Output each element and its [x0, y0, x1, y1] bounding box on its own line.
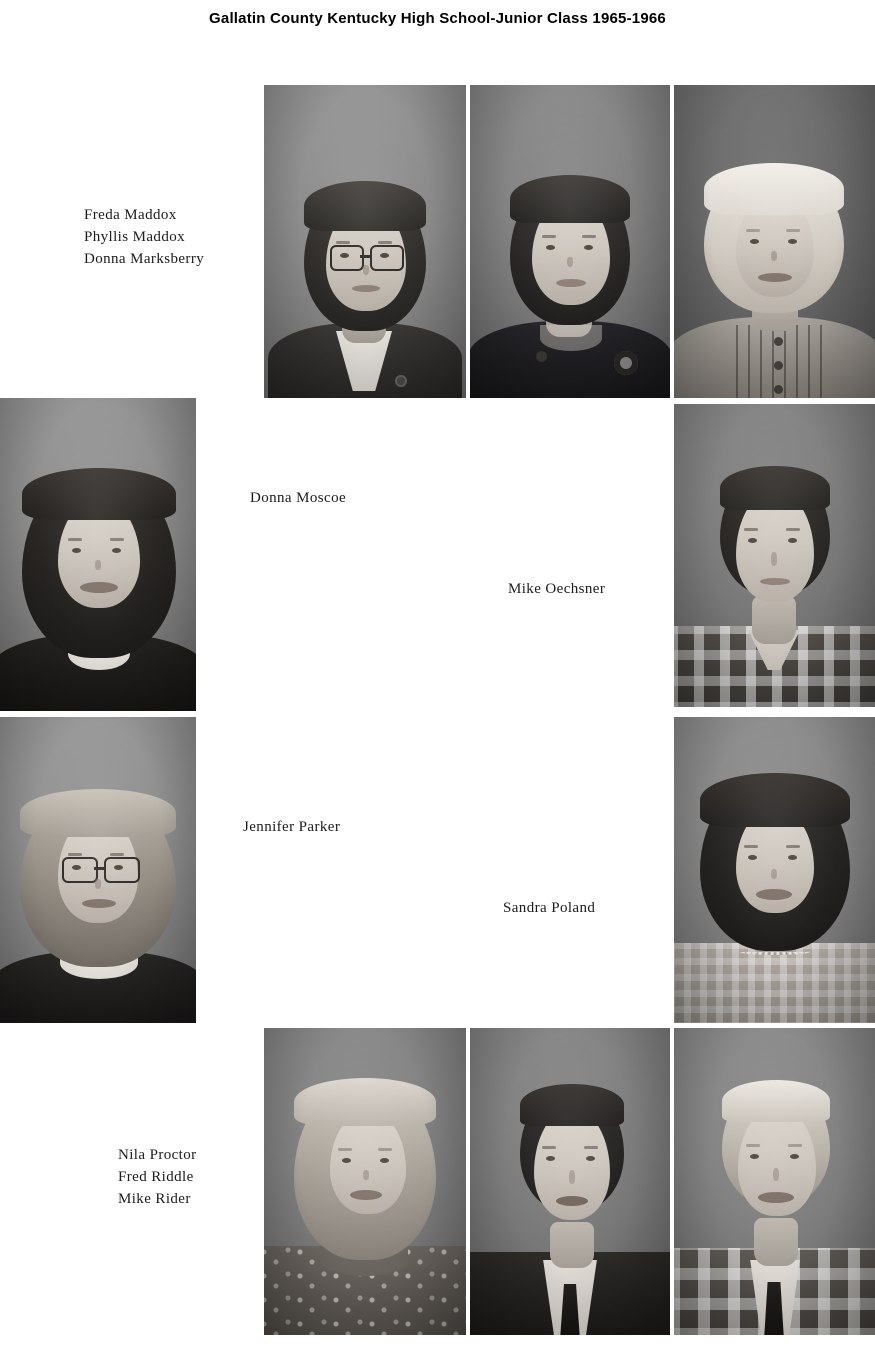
photo-nila-proctor — [264, 1028, 466, 1335]
photo-donna-marksberry — [674, 85, 875, 398]
caption-jennifer-parker — [243, 816, 340, 838]
caption-line: Phyllis Maddox — [84, 229, 186, 245]
caption-line: Fred Riddle — [118, 1169, 194, 1185]
photo-donna-moscoe — [0, 398, 196, 711]
photo-freda-maddox — [264, 85, 466, 398]
photo-mike-oechsner — [674, 404, 875, 707]
caption-row-last — [118, 1144, 197, 1210]
photo-fred-riddle — [470, 1028, 670, 1335]
caption-line: Mike Rider — [118, 1191, 191, 1207]
caption-line: Jennifer Parker — [243, 819, 341, 835]
caption-line: Mike Oechsner — [508, 581, 606, 597]
caption-sandra-poland — [503, 897, 595, 919]
caption-line: Freda Maddox — [84, 207, 177, 223]
caption-line: Nila Proctor — [118, 1147, 197, 1163]
photo-mike-rider — [674, 1028, 875, 1335]
photo-jennifer-parker — [0, 717, 196, 1023]
page-title: Gallatin County Kentucky High School-Junior Class 1965-1966 — [209, 10, 666, 27]
caption-row-1 — [84, 204, 204, 270]
caption-mike-oechsner — [508, 578, 605, 600]
caption-line: Donna Moscoe — [250, 490, 347, 506]
caption-line: Sandra Poland — [503, 900, 596, 916]
caption-donna-moscoe — [250, 487, 346, 509]
photo-phyllis-maddox — [470, 85, 670, 398]
caption-line: Donna Marksberry — [84, 251, 205, 267]
photo-sandra-poland — [674, 717, 875, 1023]
